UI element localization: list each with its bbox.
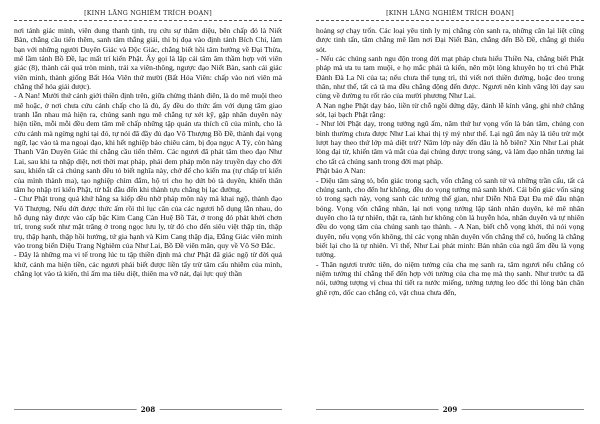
paragraph: nơi tánh giác minh, viên dung thanh tịnh, trụ cứu sự thâm diệu, bên chấp đó là Niết Bàn, chẳng cầu tiến thêm, sanh tâm thắng giải, thì bị đọa vào định tánh Bích Chi, làm bạn với những người Duyên Giác và Độc Giác, chẳng biết hồi tâm hướng về Đại Thừa, mê lầm tánh Bồ Đề, lạc mất trí kiến Phật. Ấy gọi là lập cái tâm âm thầm hợp với viên giác (8), thành cái quả tròn minh, trái xa viên-thông, ngược đạo Niết Bàn, sanh cái giác viên minh, thành giống Bất Hóa Viên thứ mười (Bất Hóa Viên: chấp vào nơi viên mà chẳng thể hóa giải được). <box>14 26 282 92</box>
page-body <box>316 26 584 400</box>
page-number: 209 <box>439 404 462 416</box>
page-body <box>14 26 282 400</box>
paragraph: A Nan nghe Phật dạy bảo, liền từ chỗ ngồi đứng dậy, đảnh lễ kính vâng, ghi nhớ chẳng sót, lại bạch Phật rằng: <box>316 100 584 120</box>
header-title: [KINH LĂNG NGHIÊM TRÍCH ĐOẠN] <box>81 8 215 20</box>
paragraph: - Đây là những ma vi tế trong lúc tu tập thiền định mà chư Phật đã giác ngộ từ đời quá khứ, cảnh ma hiện tiền, các ngươi phải biết được liền tẩy trừ tâm cấu nhiễm của mình, chẳng lọt vào tà kiến, thì ấm ma tiêu diệt, thiên ma vỡ nát, đại lực quỷ thần <box>14 250 282 278</box>
page-footer <box>316 404 584 416</box>
right-page <box>316 0 584 424</box>
left-page <box>14 0 282 424</box>
header-title: [KINH LĂNG NGHIÊM TRÍCH ĐOẠN] <box>383 8 517 20</box>
paragraph: - Diệu tâm sáng tỏ, bổn giác trong sạch, vốn chẳng có sanh tử và những trần cấu, tất cả chúng sanh, cho đến hư không, đều do vọng tưởng mà sanh khởi. Cái bổn giác vốn sáng tỏ trong sạch này, vọng sanh các tướng thế gian, như Diễn Nhã Đạt Đa mê đầu nhận bóng. Vọng vốn chẳng nhân, lại nơi vọng tưởng lập tánh nhân duyên, kẻ mê nhân duyên cho là tự nhiên, thật ra, tánh hư không còn là huyễn hóa, nhân duyên và tự nhiên đều do vọng tâm của chúng sanh tạo thành. - A Nan, biết chỗ vọng khởi, thì nói vọng duyên, nếu vọng vốn không, thì các vọng nhân duyên vốn chẳng thể có, huống là chẳng biết lại cho là tự nhiên. Vì thế, Như Lai phát minh: Bản nhân của ngũ ấm đều là vọng tưởng. <box>316 175 584 260</box>
page-header <box>14 8 282 21</box>
paragraph: - Như lời Phật dạy, trong tướng ngũ ấm, năm thứ hư vọng vốn là bản tâm, chúng con bình thường chưa được Như Lai khai thị tỷ mỷ như thế. Lại ngũ ấm này là tiêu trừ một lượt hay theo thứ lớp mà diệt trừ? Năm lớp này đến đâu là hỗ biên? Xin Như Lai phát lòng đại từ, khiến tâm và mắt của đại chúng được trong sáng, và làm đạo nhãn tương lai cho tất cả chúng sanh trong đời mạt pháp. <box>316 119 584 166</box>
paragraph: - Thân ngươi trước tiên, do niệm tưởng của cha mẹ sanh ra, tâm ngươi nếu chẳng có niệm tưởng thì chẳng thể đến hợp với tưởng của cha mẹ mà thọ sanh. Như trước ta đã nói, tưởng tượng vị chua thì tiết ra nước miếng, tưởng tượng leo dốc thì lòng bàn chân ghê rợn, dốc cao chẳng có, vật chua chưa đến, <box>316 259 584 297</box>
page-header <box>316 8 584 21</box>
paragraph: - Chư Phật trong quá khứ hằng sa kiếp đều nhờ pháp môn này mà khai ngộ, thành đạo Vô Thượng. Nếu dứt được thức ấm rồi thì lục căn của các ngươi hỗ dụng lẫn nhau, do hỗ dụng này được vào cấp bậc Kim Cang Càn Huệ Bồ Tát, ở trong đó phát khởi chơn trí, trong suốt như mặt trăng ở trong ngọc lưu ly, từ đó cho đến siêu việt thập tín, thập trụ, thập hạnh, thập hồi hướng, tứ gia hạnh và Kim Cang thập địa, Đẳng Giác viên minh vào trong biển Diệu Trang Nghiêm của Như Lai, Bồ Đề viên mãn, quy về Vô Sở Đắc. <box>14 194 282 250</box>
page-footer <box>14 404 282 416</box>
paragraph: Phật bảo A Nan: <box>316 166 366 176</box>
paragraph: hoảng sợ chạy trốn. Các loại yêu tinh ly mị chẳng còn sanh ra, những căn lại liệt cũng được tinh tấn, tâm chẳng mê lầm nơi Đại Niết Bàn, chẳng đến Bồ Đề, chẳng gì thiếu sót. <box>316 26 584 54</box>
page-number: 208 <box>137 404 160 416</box>
paragraph: - Nếu các chúng sanh ngu độn trong đời mạt pháp chưa hiểu Thiền Na, chẳng biết Phật pháp mà ưa tu tam muội, e họ mắc phải tà kiến, nên một lòng khuyên họ trì chú Phật Đảnh Đà La Ni của ta; nếu chưa thể tụng trì, thì viết nơi thiền đường, hoặc đeo trong thân, như thế, tất cả tà ma đều chẳng động đến được. Ngươi nên kính vâng lời dạy sau cùng về đường tu rốt ráo của mười phương Như Lai. <box>316 54 584 101</box>
paragraph: - A Nan! Mười thứ cảnh giới thiền định trên, giữa chừng thành điên, là do mê muội theo mê hoặc, ở nơi chưa cứu cánh chấp cho là đủ, ấy đều do thức ấm với dụng tâm giao tranh lẫn nhau mà hiện ra, chúng sanh ngu mê chẳng tự xét kỹ, gặp nhân duyên này hiện tiền, mỗi mỗi đều đem tâm mê chấp những tập quán ưa thích cũ của mình, cho là cứu cánh mà ngừng nghỉ tại đó, tự nói đã đầy đủ đạo Vô Thượng Bồ Đề, thành đại vọng ngữ, lạc vào tà ma ngoại đạo, khi hết nghiệp báo chiêu cảm, bị đọa ngục A Tỳ, còn hàng Thanh Văn Duyên Giác thì chẳng cầu tiến thêm. Các ngươi đã phát tâm theo đạo Như Lai, sau khi ta nhập diệt, nơi thời mạt pháp, phải đem pháp môn này truyền dạy cho đời sau, khiến tất cả chúng sanh đều tỏ biết nghĩa này, chớ để cho kiến ma (tự chấp trí kiến của mình thành ma), tạo nghiệp chìm đắm, hộ trì cho họ dứt bỏ tà duyên, khiến thân tâm họ nhập trí kiến Phật, từ bắt đầu đến khi thành tựu chẳng bị lạc đường. <box>14 91 282 194</box>
